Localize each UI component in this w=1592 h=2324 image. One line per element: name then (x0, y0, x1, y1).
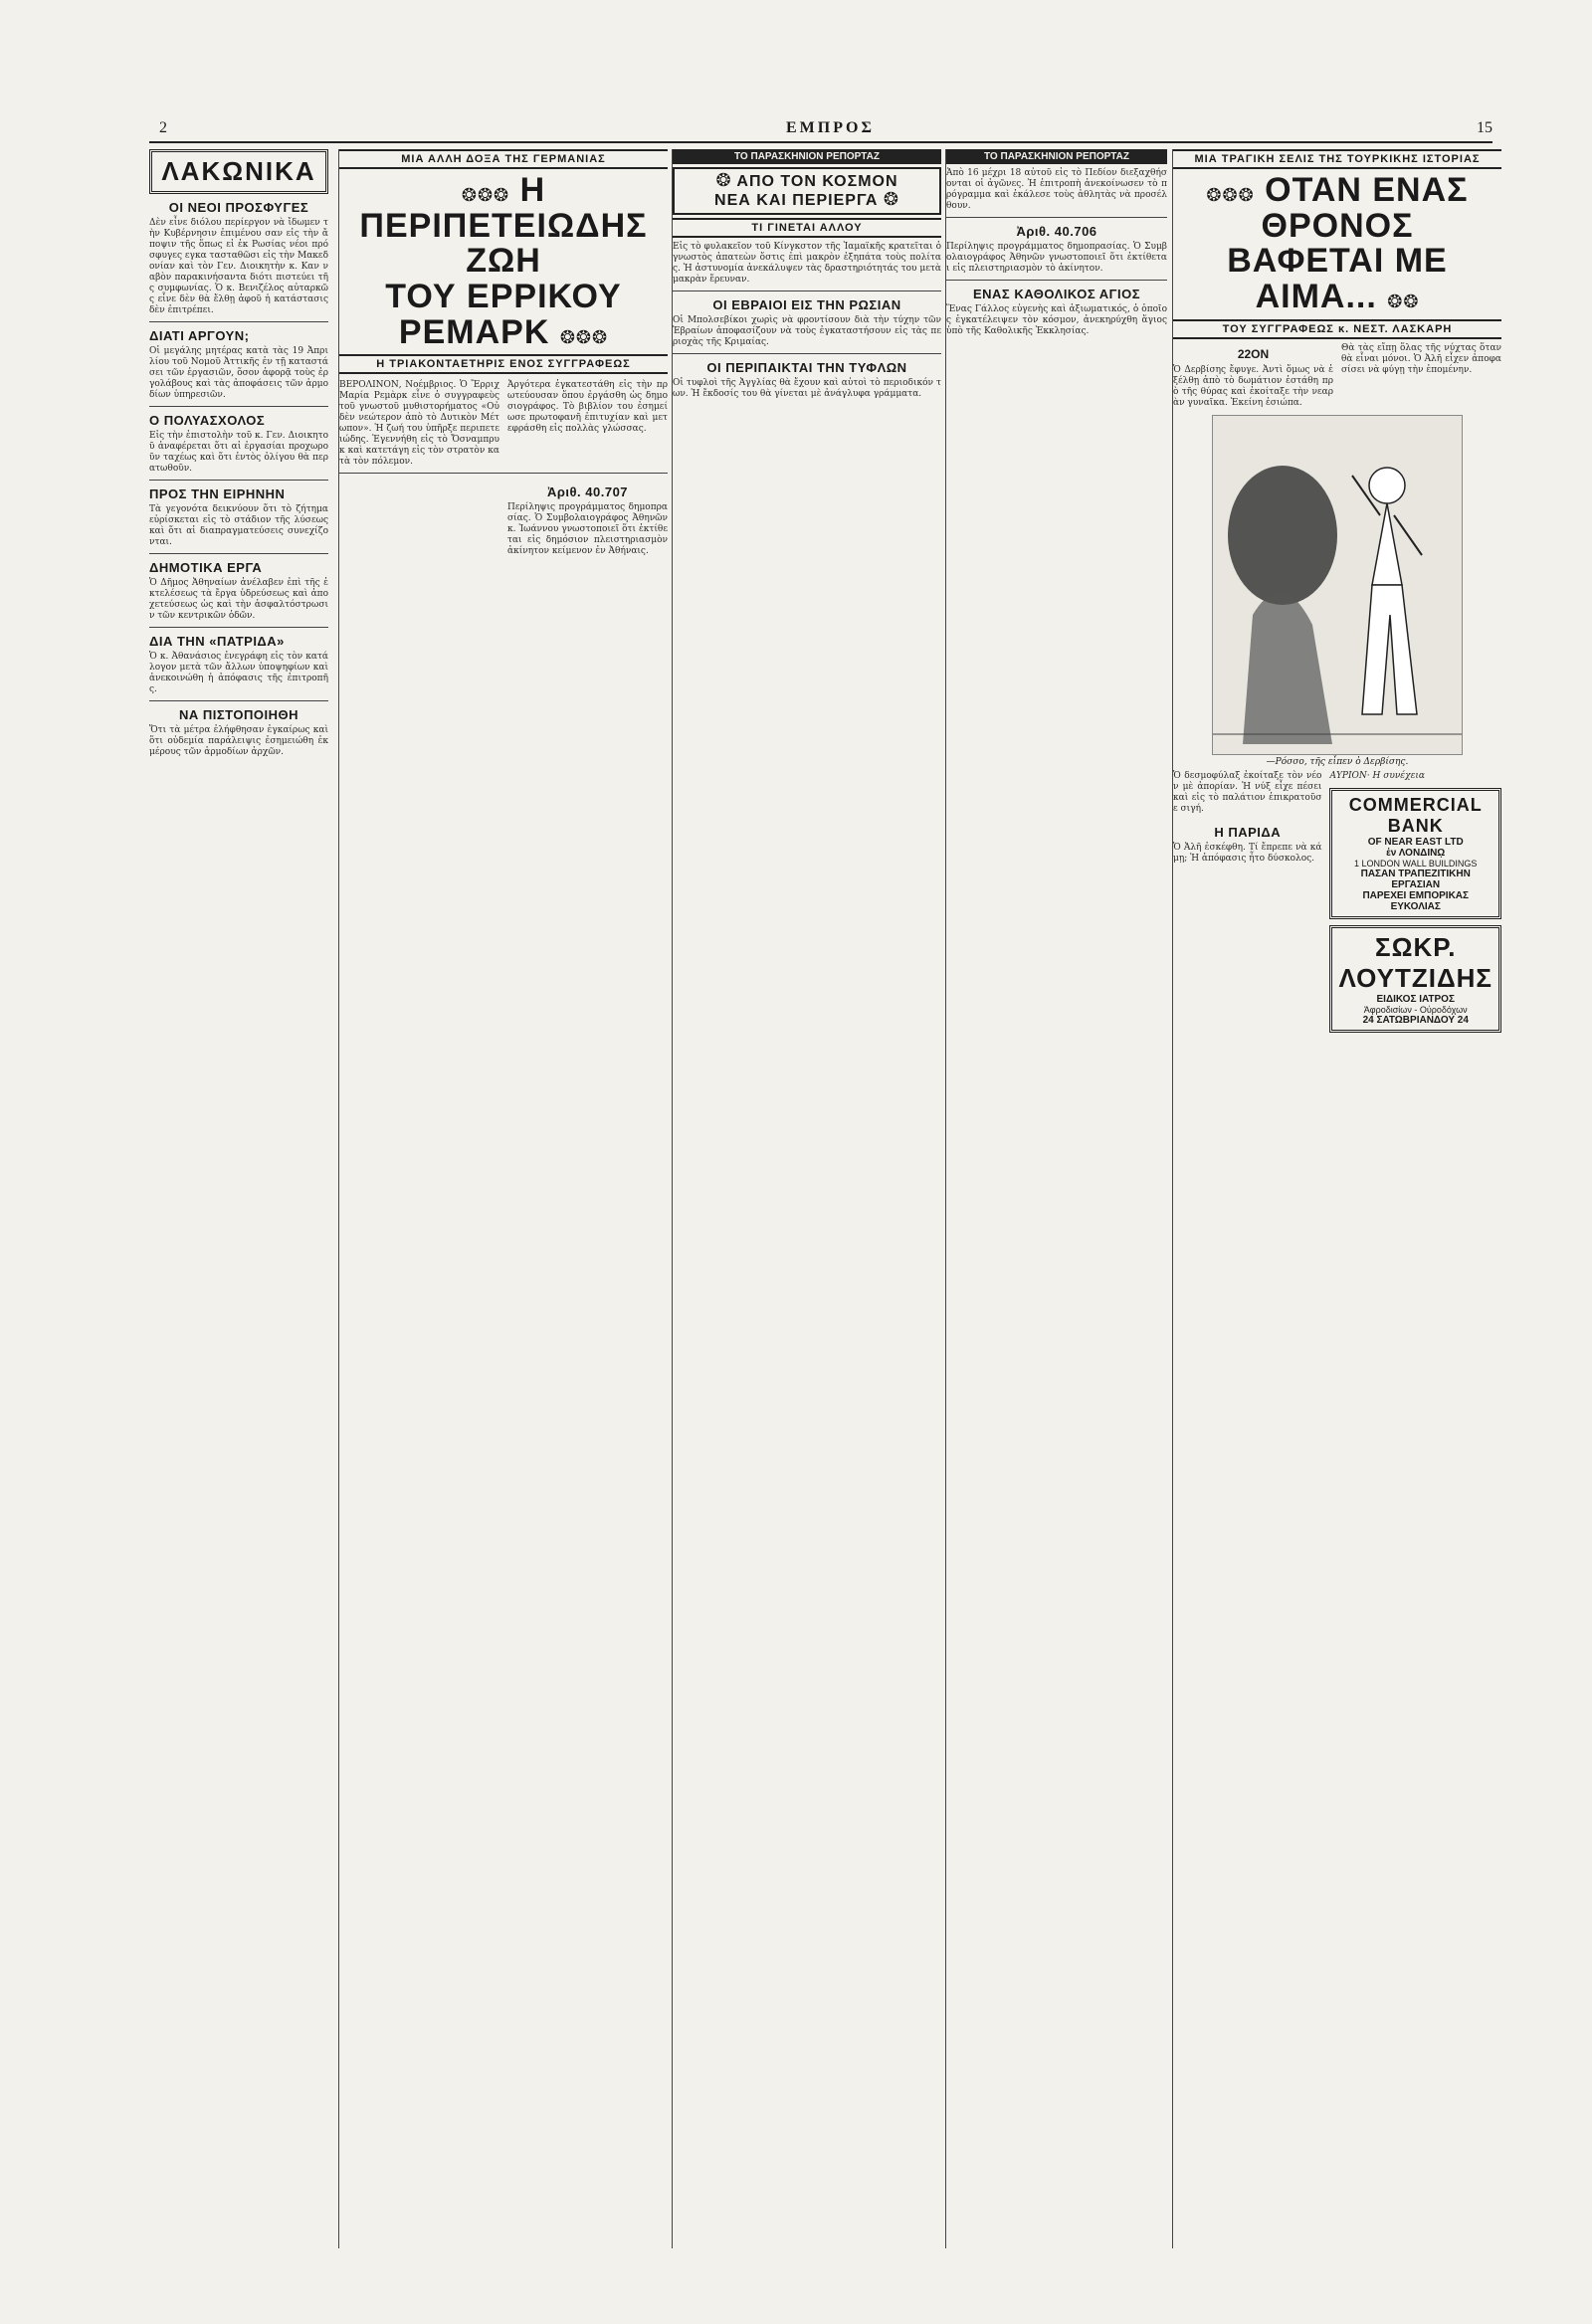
divider (149, 627, 328, 628)
bank-advertisement (1329, 788, 1501, 919)
ornament-icon: ❂ (883, 188, 899, 210)
continuation-text: Ὁ δεσμοφύλαξ ἐκοίταξε τὸν νέον μὲ ἀπορίαν. Ἡ νύξ εἶχε πέσει καὶ εἰς τὸ παλάτιον ἐπικρατοῦσε σιγή. (1173, 770, 1322, 814)
serial-continuation (1173, 771, 1501, 1039)
divider (673, 353, 941, 354)
column-turkish-serial (1172, 149, 1501, 2248)
ornament-icon: ❂❂❂ (461, 185, 510, 206)
catholic-saint-heading: ΕΝΑΣ ΚΑΘΟΛΙΚΟΣ ΑΓΙΟΣ (972, 287, 1140, 301)
divider (149, 553, 328, 554)
divider (149, 321, 328, 322)
tomorrow-note: ΑΥΡΙΟΝ· Η συνέχεια (1329, 770, 1426, 781)
section-kicker: ΤΟ ΠΑΡΑΣΚΗΝΙΟΝ ΡΕΠΟΡΤΑΖ (673, 149, 941, 164)
catholic-saint-text: Ἕνας Γάλλος εὐγενὴς καὶ ἀξιωματικός, ὁ ὁποῖος ἐγκατέλειψεν τὸν κόσμον, ἀνεκηρύχθη ἅγιος ὑπὸ τῆς Καθολικῆς Ἐκκλησίας. (946, 304, 1167, 336)
serial-kicker: ΜΙΑ ΤΡΑΓΙΚΗ ΣΕΛΙΣ ΤΗΣ ΤΟΥΡΚΙΚΗΣ ΙΣΤΟΡΙΑΣ (1173, 149, 1501, 169)
doctor-title: ΕΙΔΙΚΟΣ ΙΑΤΡΟΣ (1376, 993, 1455, 1005)
lakonika-item (149, 328, 328, 401)
item-heading: ΟΙ ΝΕΟΙ ΠΡΟΣΦΥΓΕΣ (168, 200, 309, 215)
section-subhead: ΤΙ ΓΙΝΕΤΑΙ ΑΛΛΟΥ (673, 218, 941, 238)
doctor-advertisement (1329, 925, 1501, 1033)
item-heading: ΔΙΑΤΙ ΑΡΓΟΥΝ; (149, 328, 250, 343)
bank-line-4: 1 LONDON WALL BUILDINGS (1354, 858, 1478, 869)
serial-text-left: Ὁ Δερβίσης ἔφυγε. Ἀντὶ ὅμως νὰ ἐξέλθῃ ἀπὸ τὸ δωμάτιον ἐστάθη πρὸ τῆς θύρας καὶ ἐκοίταξε τὴν νεαρὰν γυναῖκα. Ἐκείνη ἐσιώπα. (1173, 364, 1333, 408)
notice-number: Ἀριθ. 40.706 (1016, 224, 1097, 239)
section-text: Εἰς τὸ φυλακεῖον τοῦ Κίνγκστον τῆς Ἰαμαϊκῆς κρατεῖται ὁ γνωστὸς ἀπατεὼν ὅστις ἐπὶ μακρὸν ἐξηπάτα τοὺς πολίτας. Ἡ ἀστυνομία ἀνεκάλυψεν τὰς δραστηριότητάς του μετὰ μακρὰν ἔρευναν. (673, 241, 941, 285)
item-heading: ΠΡΟΣ ΤΗΝ ΕΙΡΗΝΗΝ (149, 486, 286, 501)
page-number-right: 15 (1477, 119, 1492, 136)
section-headline (673, 167, 941, 215)
sub-section-text: Ὁ Ἀλῆ ἐσκέφθη. Τί ἔπρεπε νὰ κάμῃ; Ἡ ἀπόφασις ἦτο δύσκολος. (1173, 842, 1322, 864)
serial-headline (1173, 169, 1501, 319)
lakonika-item (149, 707, 328, 758)
column-remarque-article (338, 149, 668, 2248)
notice-text: Περίληψις προγράμματος δημοπρασίας. Ὁ Συμβολαιογράφος Ἀθηνῶν κ. Ἰωάννου γνωστοποιεῖ ὅτι ἐκτίθεται εἰς δημόσιον πλειστηριασμὸν ἀκίνητον κείμενον ἐν Ἀθήναις. (507, 502, 668, 557)
divider (339, 473, 668, 474)
headline-line-2: ΝΕΑ ΚΑΙ ΠΕΡΙΕΡΓΑ (714, 191, 879, 209)
doctor-address: 24 ΣΑΤΩΒΡΙΑΝΔΟΥ 24 (1362, 1014, 1469, 1026)
woman-figure-illustration (1213, 416, 1462, 754)
article-text-right: Ἀργότερα ἐγκατεστάθη εἰς τὴν πρωτεύουσαν ὅπου ἐργάσθη ὡς δημοσιογράφος. Τὸ βιβλίον του ἐσημείωσε πρωτοφανῆ ἐπιτυχίαν καὶ μετεφράσθη εἰς πολλὰς γλώσσας. (507, 380, 668, 435)
lakonika-item (149, 486, 328, 548)
lakonika-item (149, 200, 328, 316)
serial-body (1173, 343, 1501, 409)
blind-text: Οἱ τυφλοὶ τῆς Ἀγγλίας θὰ ἔχουν καὶ αὐτοὶ τὸ περιοδικόν των. Ἡ ἔκδοσίς του θὰ γίνεται μὲ ἀνάγλυφα γράμματα. (673, 377, 941, 399)
masthead (149, 117, 1492, 143)
ornament-icon: ❂ (715, 170, 732, 191)
divider (149, 700, 328, 701)
jews-russia-heading: ΟΙ ΕΒΡΑΙΟΙ ΕΙΣ ΤΗΝ ΡΩΣΙΑΝ (712, 296, 901, 312)
item-text: Οἱ μεγάλης μητέρας κατὰ τὰς 19 Ἀπριλίου τοῦ Νομοῦ Ἀττικῆς ἐν τῇ καταστάσει τῶν ἐργασιῶν, ὅσον ἀφορᾷ τοὺς ἐργολάβους καὶ τὰς ἀποφάσεις τῶν ἁρμοδίων ὑπηρεσιῶν. (149, 346, 328, 400)
column-world-news (672, 149, 941, 2248)
item-text: Ὅτι τὰ μέτρα ἐλήφθησαν ἐγκαίρως καὶ ὅτι οὐδεμία παράλειψις ἐσημειώθη ἐκ μέρους τῶν ἁρμοδίων ἀρχῶν. (149, 725, 328, 757)
headline-line-2: ΒΑΦΕΤΑΙ ΜΕ ΑΙΜΑ... (1227, 242, 1448, 316)
item-heading: ΔΙΑ ΤΗΝ «ΠΑΤΡΙΔΑ» (149, 634, 285, 649)
ornament-icon: ❂❂❂ (1206, 185, 1255, 206)
illustration (1212, 415, 1463, 755)
item-heading: ΔΗΜΟΤΙΚΑ ΕΡΓΑ (149, 560, 263, 575)
jews-russia-text: Οἱ Μπολσεβίκοι χωρὶς νὰ φροντίσουν διὰ τὴν τύχην τῶν Ἑβραίων ἀποφασίζουν νὰ τοὺς ἐγκαταστήσουν εἰς τὰς περιοχὰς τῆς Κριμαίας. (673, 314, 941, 347)
bank-line-2: OF NEAR EAST LTD (1367, 836, 1464, 848)
item-text: Δὲν εἶνε διόλου περίεργον νὰ ἴδωμεν τὴν Κυβέρνησιν ἐπιμένου σαν εἰς τὴν ἄποψιν τῆς ὅπως εἰ ἐκ Ρωσίας νέοι πρόσφυγες εγκα τασταθῶσι εἰς τὴν Μακεδονίαν καὶ τὸν Γεν. Διοικητὴν κ. Καν ναβὸν παρακινήσαντα διότι πιστεύει τῆς συμφωνίας. Ὁ κ. Βενιζέλος αὐταρκῶς εἶνε δὲν θὰ ἔλθῃ ἀφοῦ ἡ κατάστασις δὲν ἐπιτρέπει. (149, 218, 328, 315)
bank-line-3: ἐν ΛΟΝΔΙΝῼ (1386, 847, 1446, 859)
notice-text: Περίληψις προγράμματος δημοπρασίας. Ὁ Συμβολαιογράφος Ἀθηνῶν γνωστοποιεῖ ὅτι ἐκτίθεται εἰς πλειστηριασμὸν τὸ ἀκίνητον. (946, 242, 1167, 274)
headline-line-1: ΑΠΟ ΤΟΝ ΚΟΣΜΟΝ (736, 173, 898, 190)
item-heading: Ο ΠΟΛΥΑΣΧΟΛΟΣ (149, 413, 266, 428)
section-title: ΛΑΚΩΝΙΚΑ (149, 149, 328, 194)
divider (149, 480, 328, 481)
article-text-left: ΒΕΡΟΛΙΝΟΝ, Νοέμβριος. Ὁ Ἔρριχ Μαρία Ρεμὰρκ εἶνε ὁ συγγραφεὺς τοῦ γνωστοῦ μυθιστορήματος «Οὐδὲν νεώτερον ἀπὸ τὸ Δυτικὸν Μέτωπον». Ἡ ζωή του ὑπῆρξε περιπετειώδης. Ἐγεννήθη εἰς τὸ Ὄσναμπρυκ καὶ κατετάγη εἰς τὸν στρατὸν κατὰ τὸν πόλεμον. (339, 380, 499, 468)
chapter-number: 22ΟΝ (1237, 346, 1270, 361)
lakonika-item (149, 413, 328, 475)
ornament-icon: ❂❂ (1387, 291, 1420, 313)
paper-name: ΕΜΠΡΟΣ (786, 119, 875, 136)
illustration-caption: —Ρόσσο, τῆς εἶπεν ὁ Δερβίσης. (1266, 756, 1409, 767)
column-lakonika (149, 149, 328, 2248)
section-kicker: ΤΟ ΠΑΡΑΣΚΗΝΙΟΝ ΡΕΠΟΡΤΑΖ (946, 149, 1167, 164)
item-text: Ὁ Δῆμος Ἀθηναίων ἀνέλαβεν ἐπὶ τῆς ἐκτελέσεως τὰ ἔργα ὑδρεύσεως καὶ ἀποχετεύσεως ὡς καὶ τὴν ἀσφαλτόστρωσιν τῶν κεντρικῶν ὁδῶν. (149, 578, 328, 621)
divider (149, 406, 328, 407)
headline-line-2: ΤΟΥ ΕΡΡΙΚΟΥ ΡΕΜΑΡΚ (385, 278, 622, 351)
doctor-specialty: Ἀφροδισίων - Οὐροδόχων (1363, 1004, 1468, 1015)
lakonika-item (149, 560, 328, 622)
serial-text-right: Θὰ τὰς εἴπῃ ὅλας τῆς νύχτας ὅταν θὰ εἶναι μόνοι. Ὁ Ἀλῆ εἶχεν ἀποφασίσει νὰ φύγῃ τὴν ἐπομένην. (1341, 342, 1501, 375)
legal-notice (339, 479, 668, 557)
lakonika-item (149, 634, 328, 695)
section-text: Ἀπὸ 16 μέχρι 18 αὐτοῦ εἰς τὸ Πεδίον διεξαχθήσονται οἱ ἀγῶνες. Ἡ ἐπιτροπὴ ἀνεκοίνωσεν τὸ πρόγραμμα καὶ ἐκάλεσε τοὺς ἀθλητὰς νὰ προσέλθουν. (946, 168, 1167, 211)
article-headline (339, 169, 668, 354)
serial-byline: ΤΟΥ ΣΥΓΓΡΑΦΕΩΣ κ. ΝΕΣΤ. ΛΑΣΚΑΡΗ (1173, 319, 1501, 339)
article-subhead: Η ΤΡΙΑΚΟΝΤΑΕΤΗΡΙΣ ΕΝΟΣ ΣΥΓΓΡΑΦΕΩΣ (339, 354, 668, 374)
doctor-name: ΣΩΚΡ. ΛΟΥΤΖΙΔΗΣ (1338, 931, 1493, 993)
divider (946, 280, 1167, 281)
item-text: Εἰς τὴν ἐπιστολὴν τοῦ κ. Γεν. Διοικητοῦ ἀναφέρεται ὅτι αἱ ἐργασίαι προχωροῦν ταχέως καὶ ὅτι ἐντὸς ὀλίγου θὰ περατωθοῦν. (149, 431, 328, 474)
ornament-icon: ❂❂❂ (559, 326, 609, 348)
sub-section-heading: Η ΠΑΡΙΔΑ (1214, 824, 1282, 840)
blind-heading: ΟΙ ΠΕΡΙΠΑΙΚΤΑΙ ΤΗΝ ΤΥΦΛΩΝ (706, 359, 907, 375)
article-body (339, 380, 668, 468)
divider (673, 290, 941, 291)
item-text: Τὰ γεγονότα δεικνύουν ὅτι τὸ ζήτημα εὑρίσκεται εἰς τὸ στάδιον τῆς λύσεως καὶ ὅτι αἱ διαπραγματεύσεις συνεχίζονται. (149, 504, 328, 547)
item-text: Ὁ κ. Ἀθανάσιος ἐνεγράφη εἰς τὸν κατάλογον μετὰ τῶν ἄλλων ὑποψηφίων καὶ ἀνεκοινώθη ἡ ἀπόφασις τῆς ἐπιτροπῆς. (149, 652, 328, 694)
divider (946, 217, 1167, 218)
bank-line-5: ΠΑΣΑΝ ΤΡΑΠΕΖΙΤΙΚΗΝ ΕΡΓΑΣΙΑΝ (1360, 868, 1471, 890)
page-number-left: 2 (159, 119, 169, 136)
notice-number: Ἀριθ. 40.707 (546, 484, 629, 500)
column-misc (945, 149, 1167, 2248)
article-kicker: ΜΙΑ ΑΛΛΗ ΔΟΞΑ ΤΗΣ ΓΕΡΜΑΝΙΑΣ (339, 149, 668, 169)
bank-name: COMMERCIAL BANK (1348, 794, 1483, 836)
item-heading: ΝΑ ΠΙΣΤΟΠΟΙΗΘΗ (178, 707, 298, 722)
bank-line-6: ΠΑΡΕΧΕΙ ΕΜΠΟΡΙΚΑΣ ΕΥΚΟΛΙΑΣ (1362, 889, 1470, 912)
headline-line-1: Η ΠΕΡΙΠΕΤΕΙΩΔΗΣ ΖΩΗ (359, 171, 648, 281)
headline-line-1: ΟΤΑΝ ΕΝΑΣ ΘΡΟΝΟΣ (1261, 171, 1469, 245)
